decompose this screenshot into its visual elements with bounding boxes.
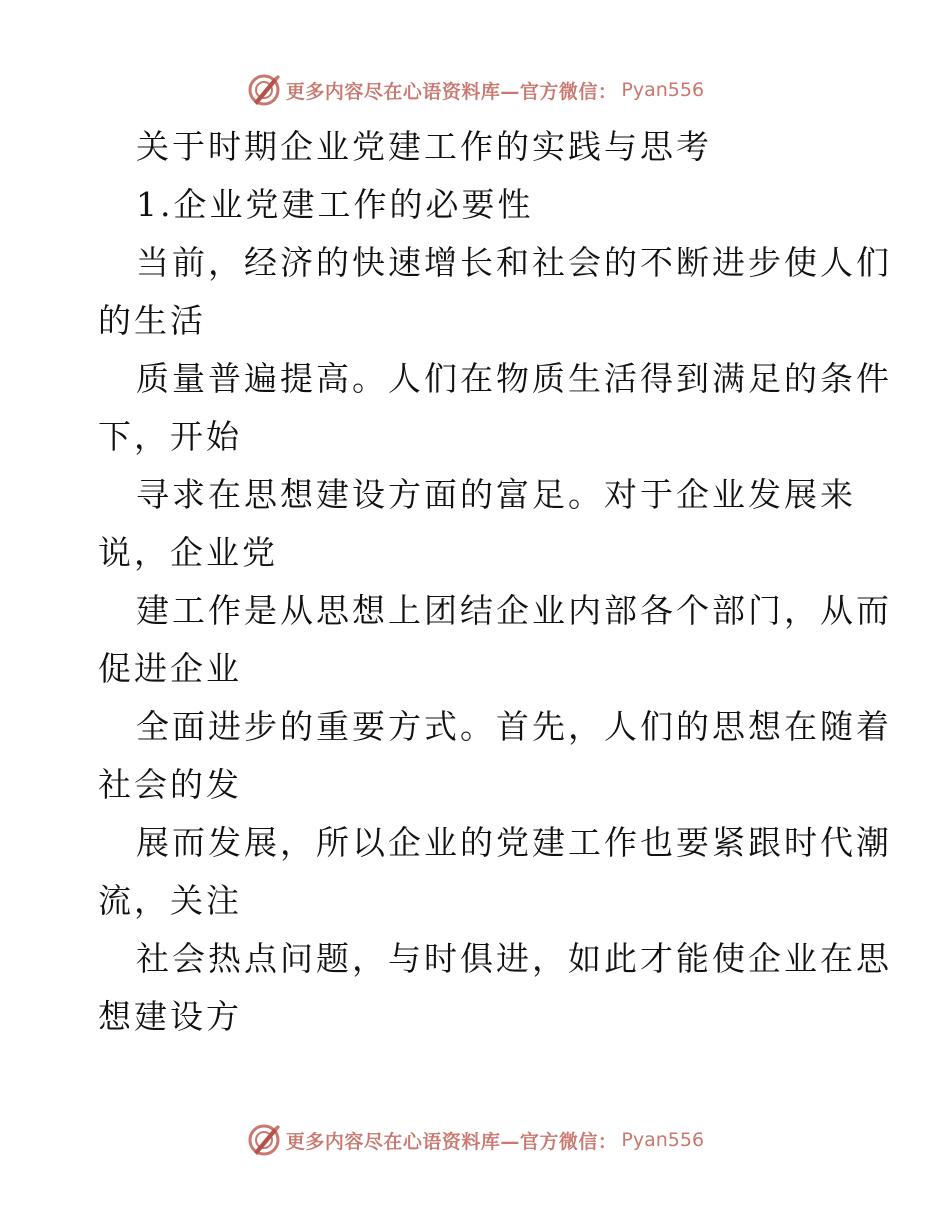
pen-logo-icon	[246, 1122, 282, 1158]
banner-wechat-id: Pyan556	[621, 1129, 705, 1151]
paragraph-line: 说，企业党	[98, 533, 278, 572]
paragraph-line: 社会热点问题，与时俱进，如此才能使企业在思	[136, 939, 892, 978]
paragraph-line: 质量普遍提高。人们在物质生活得到满足的条件	[136, 359, 892, 398]
paragraph-line: 全面进步的重要方式。首先，人们的思想在随着	[136, 707, 892, 746]
paragraph-line: 的生活	[98, 301, 206, 340]
paragraph-line: 想建设方	[98, 997, 242, 1036]
paragraph-line: 当前，经济的快速增长和社会的不断进步使人们	[136, 243, 892, 282]
document-body	[98, 118, 892, 1046]
paragraph-line: 流，关注	[98, 881, 242, 920]
pen-logo-icon	[246, 72, 282, 108]
paragraph-line: 寻求在思想建设方面的富足。对于企业发展来	[136, 475, 856, 514]
header-banner	[0, 70, 950, 110]
paragraph-line: 促进企业	[98, 649, 242, 688]
footer-banner	[0, 1120, 950, 1160]
banner-wechat-id: Pyan556	[621, 79, 705, 101]
banner-text: 更多内容尽在心语资料库—官方微信：	[285, 80, 618, 103]
paragraph-line: 下，开始	[98, 417, 242, 456]
banner-text: 更多内容尽在心语资料库—官方微信：	[285, 1130, 618, 1153]
section-heading: 1.企业党建工作的必要性	[136, 185, 534, 224]
paragraph-line: 建工作是从思想上团结企业内部各个部门，从而	[136, 591, 892, 630]
paragraph-line: 社会的发	[98, 765, 242, 804]
document-title: 关于时期企业党建工作的实践与思考	[136, 127, 712, 166]
paragraph-line: 展而发展，所以企业的党建工作也要紧跟时代潮	[136, 823, 892, 862]
